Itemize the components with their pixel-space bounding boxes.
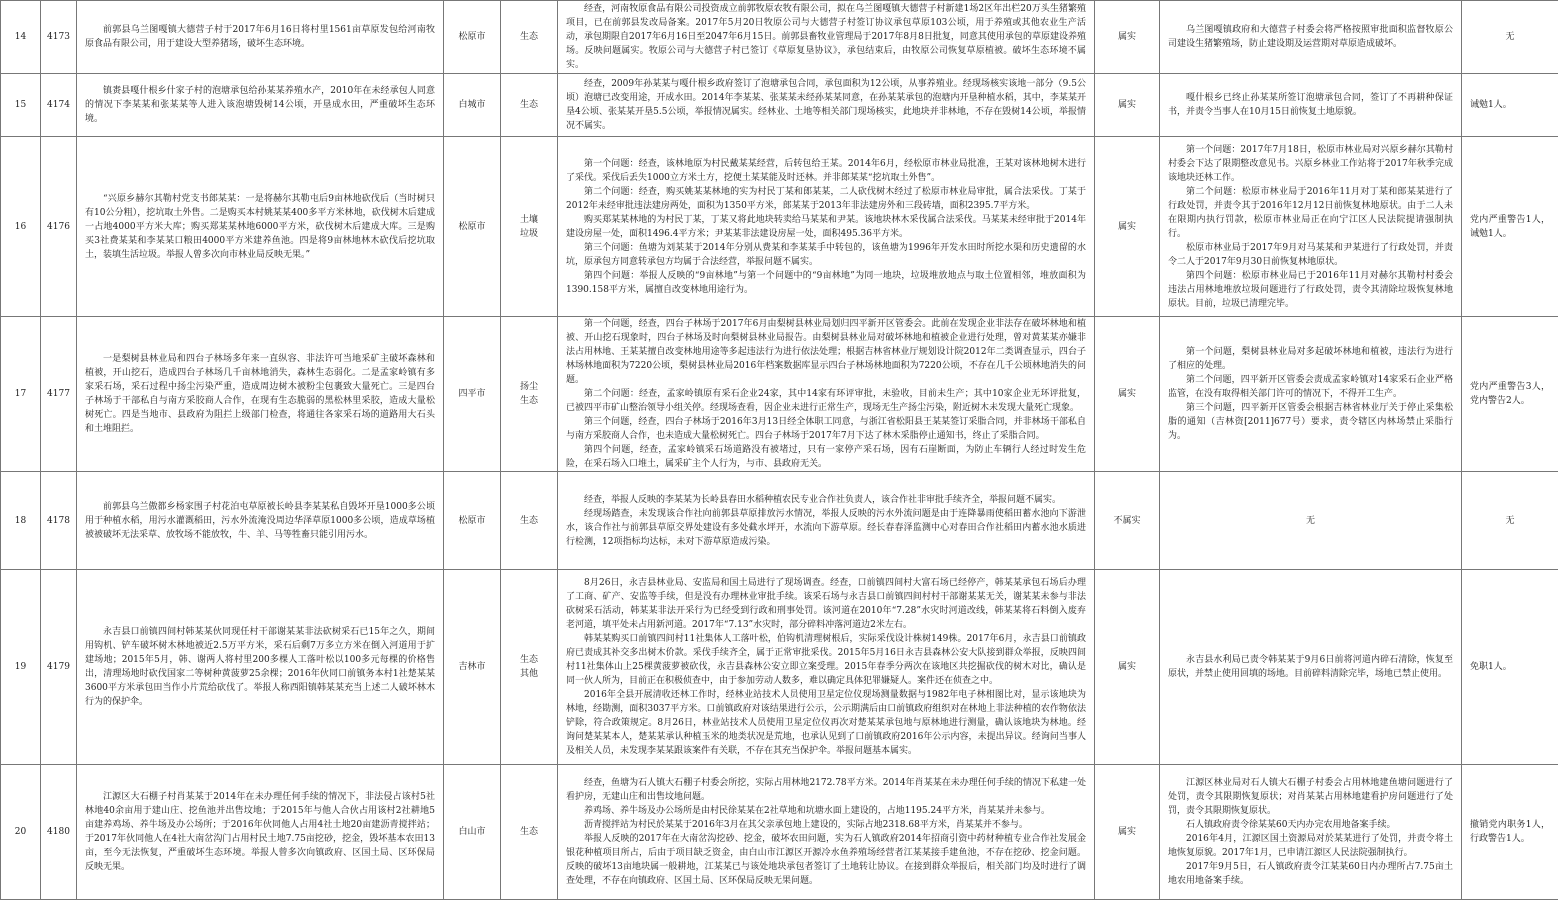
pollution-type-cell [501, 137, 558, 317]
verdict-cell: 属实 [1095, 1, 1160, 74]
table-row [1, 570, 1558, 765]
measure-paragraph: 永吉县水利局已责令韩某某于9月6日前将河道内碎石清除，恢复至原状，并禁止使用回填的场地。目前碎料清除完毕，场地已禁止使用。 [1168, 653, 1453, 681]
measure-paragraph: 第二个问题：松原市林业局于2016年11月对丁某和郎某某进行了行政处罚，并责令其于2016年12月12日前恢复林地原状。由于二人未在限期内执行罚款，松原市林业局正在向宁江区人民法院提请强制执行。 [1168, 185, 1453, 241]
pollution-type-cell [501, 765, 558, 900]
accountability-cell: 无 [1462, 472, 1558, 570]
finding-paragraph: 第三个问题：鱼塘为刘某某于2014年分别从费某和李某某手中转包的，该鱼塘为1996年开发水田时所挖水渠和历史遗留的水坑，原承包方同意转承包方均属于合法经营，举报问题不属实。 [566, 241, 1086, 269]
complaint-cell [77, 472, 444, 570]
findings-cell [558, 765, 1095, 900]
findings-cell [558, 570, 1095, 765]
verdict-cell: 属实 [1095, 74, 1160, 137]
region-cell: 白城市 [444, 74, 501, 137]
case-id: 4178 [41, 472, 77, 570]
table-row [1, 1, 1558, 74]
row-number: 15 [1, 74, 41, 137]
accountability-cell: 撤销党内职务1人，行政警告1人。 [1462, 765, 1558, 900]
verdict-cell: 属实 [1095, 137, 1160, 317]
pollution-type-cell [501, 74, 558, 137]
measure-paragraph: 2017年9月5日，石人镇政府责令江某某60日内办理所占7.75亩土地农用地备案手续。 [1168, 860, 1453, 888]
complaint-text: 前郭县乌兰图嘎镇大德营子村于2017年6月16日将村里1561亩草原发包给河南牧原食品有限公司，用于建设大型养猪场，破坏生态环境。 [85, 23, 435, 51]
case-id: 4177 [41, 317, 77, 472]
measure-paragraph: 第二个问题，四平新开区管委会责成孟家岭镇对14家采石企业严格监管，在没有取得相关部门许可的情况下，不得开工生产。 [1168, 373, 1453, 401]
pollution-type: 扬尘 [501, 380, 557, 394]
finding-paragraph: 经现场踏查，未发现该合作社向前郭县草原排放污水情况，举报人反映的污水外流问题是由于连降暴雨使稻田蓄水池向下游泄水，该合作社与前郭县草原交界处建设有多处截水坪开，水流向下游草原。经长春春泽监测中心对春田合作社稻田内蓄水池水质进行检测，12项指标均达标，未对下游草原造成污染。 [566, 507, 1086, 549]
measure-paragraph: 第三个问题，四平新开区管委会根据吉林省林业厅关于停止采集松脂的通知（吉林资[2011]677号）要求，责令辖区内林场禁止采脂行为。 [1168, 401, 1453, 443]
row-number: 17 [1, 317, 41, 472]
case-id: 4173 [41, 1, 77, 74]
verdict-cell: 属实 [1095, 765, 1160, 900]
table-row [1, 317, 1558, 472]
pollution-type-cell [501, 472, 558, 570]
pollution-type: 其他 [501, 667, 557, 681]
findings-cell [558, 472, 1095, 570]
pollution-type: 生态 [501, 98, 557, 112]
complaint-text: 一是梨树县林业局和四台子林场多年来一直纵容、非法许可当地采矿主破坏森林和植被，开山挖石，造成四台子林场几千亩林地消失，森林生态弱化。二是孟家岭镇有多家采石场，采石过程中扬尘污染严重，造成周边树木被粉尘包裹致大量死亡。三是四台子林场于干部私自与南方采胶商人合作，在现有生态脆弱的黑松林里采胶，造成大量松树死亡。四是当地市、县政府为阻拦上级部门检查，将通往各家采石场的道路用大石头和土堆阻拦。 [85, 352, 435, 436]
accountability-cell: 无 [1462, 1, 1558, 74]
accountability-cell: 党内严重警告3人，党内警告2人。 [1462, 317, 1558, 472]
table-row [1, 472, 1558, 570]
region-cell: 白山市 [444, 765, 501, 900]
measure-paragraph: 无 [1306, 516, 1315, 526]
finding-paragraph: 沥青搅拌站为村民於某某于2016年3月在其父亲承包地上建设的，实际占地2318.68平方米，肖某某并不参与。 [566, 818, 1086, 832]
complaint-cell [77, 137, 444, 317]
measure-paragraph: 嘎什根乡已终止孙某某所签订泡塘承包合同，签订了不再耕种保证书，并责令当事人在10月15日前恢复土地原貌。 [1168, 91, 1453, 119]
finding-paragraph: 韩某某购买口前镇四间村11社集体人工落叶松，伯钩机清理树根后，实际采伐设计株树149株。2017年6月，永吉县口前镇政府已责成其补交多出树木价款。采伐手续齐全，属于正常审批采伐。2015年5月16日永吉县森林公安大队接到群众举报，反映四间村11社集体山上25棵黄菠萝被砍伐，永吉县森林公安立即立案受理。2015年春季分两次在该地区共挖掘砍伐的树木对比，确认是同一伙人所为，目前正在积极侦查中，由于参加劳动人数多，难以确定具体犯罪嫌疑人。案件还在侦查之中。 [566, 632, 1086, 688]
findings-cell [558, 137, 1095, 317]
measure-paragraph: 第一个问题：2017年7月18日，松原市林业局对兴原乡赫尔其勒村村委会下达了限期整改意见书。兴原乡林业工作站将于2017年秋季完成该地块还林工作。 [1168, 143, 1453, 185]
pollution-type-cell [501, 570, 558, 765]
findings-cell [558, 74, 1095, 137]
pollution-type-cell [501, 1, 558, 74]
measure-paragraph: 松原市林业局于2017年9月对马某某和尹某进行了行政处罚，并责令二人于2017年9月30日前恢复林地原状。 [1168, 241, 1453, 269]
row-number: 19 [1, 570, 41, 765]
row-number: 20 [1, 765, 41, 900]
row-number: 18 [1, 472, 41, 570]
measures-cell [1160, 1, 1462, 74]
verdict-cell: 属实 [1095, 570, 1160, 765]
complaint-text: 镇赉县嘎什根乡什家子村的泡塘承包给孙某某养殖水产，2010年在未经承包人同意的情况下李某某和张某某等人进入该泡塘毁树14公顷，开垦成水田，严重破坏生态环境。 [85, 84, 435, 126]
pollution-type: 垃圾 [501, 227, 557, 241]
measure-paragraph: 2016年4月，江源区国土资源局对於某某进行了处罚，并责令将土地恢复原貌。2017年1月，已申请江源区人民法院强制执行。 [1168, 832, 1453, 860]
region-cell: 吉林市 [444, 570, 501, 765]
accountability-cell: 免职1人。 [1462, 570, 1558, 765]
complaint-text: 江源区大石棚子村肖某某于2014年在未办理任何手续的情况下，非法侵占该村5社林地40余亩用于建山庄、挖鱼池并出售坟地；于2015年与他人合伙占用该村2社耕地5亩建养鸡场、养牛场及办公场所；于2016年伙同他人占用4社土地20亩建沥青搅拌站；于2017年伙同他人在4社大南岔沟门占用村民土地7.75亩挖砂，挖金，毁坏基本农田13亩，至今无法恢复，严重破坏生态环境。举报人曾多次向镇政府、区国土局、区环保局反映无果。 [85, 790, 435, 874]
pollution-type: 生态 [501, 394, 557, 408]
accountability-cell: 诫勉1人。 [1462, 74, 1558, 137]
measures-cell [1160, 765, 1462, 900]
finding-paragraph: 第四个问题：举报人反映的“9亩林地”与第一个问题中的“9亩林地”为同一地块，垃圾堆放地点与取土位置相邻，堆放面积为1390.158平方米，属擅自改变林地用途行为。 [566, 269, 1086, 297]
finding-paragraph: 举报人反映的2017年在大南岔沟挖砂、挖金，破坏农田问题，实为石人镇政府2014年招商引资中药材种植专业合作社发展金银花种植项目所占，后由于项目缺乏资金，由白山市江源区开源冷水鱼养殖场经营者江某某接手建鱼池，不存在挖砂、挖金问题。反映的破坏13亩地块属一般耕地，江某某已与该处地块承包者签订了土地转让协议。在接到群众举报后，相关部门均及时进行了调查处理，不存在向镇政府、区国土局、区环保局反映无果问题。 [566, 832, 1086, 888]
measures-cell [1160, 74, 1462, 137]
complaint-cell [77, 765, 444, 900]
measures-cell [1160, 472, 1462, 570]
finding-paragraph: 养鸡场、养牛场及办公场所是由村民徐某某在2社草地和坑塘水面上建设的，占地1195.24平方米，肖某某并未参与。 [566, 804, 1086, 818]
finding-paragraph: 经查，2009年孙某某与嘎什根乡政府签订了泡塘承包合同，承包面积为12公顷，从事养殖业。经现场核实该地一部分（9.5公顷）泡塘已改变用途，开成水田。2014年李某某、张某某未经孙某某同意，在孙某某承包的泡塘内开垦种植水稻，其中，李某某开垦4公顷、张某某开垦5.5公顷，举报情况属实。经林业、土地等相关部门现场核实，此地块并非林地，不存在毁树14公顷，举报情况不属实。 [566, 77, 1086, 133]
findings-cell [558, 317, 1095, 472]
region-cell: 松原市 [444, 137, 501, 317]
measure-paragraph: 第一个问题，梨树县林业局对多起破坏林地和植被，违法行为进行了相应的处理。 [1168, 345, 1453, 373]
finding-paragraph: 经查，举报人反映的李某某为长岭县春田水稻种植农民专业合作社负责人，该合作社非审批手续齐全，举报问题不属实。 [566, 493, 1086, 507]
case-id: 4176 [41, 137, 77, 317]
complaint-text: 永吉县口前镇四间村韩某某伙同现任村干部谢某某非法砍树采石已15年之久，期间用钩机、铲车破坏树木林地被近2.5万平方米，采石后剩7万多立方米在倒入河道用于扩建场地；2015年5月，韩、谢两人将村里200多棵人工落叶松以100多元每棵的价格售出，清理场地时砍伐国家二等树种黄菠萝25余棵；2016年伙同口前镇务本村1社楚某某3600平方米承包田当作小片荒给砍伐了。举报人称西阳镇韩某某充当上述二人破坏林木行为的保护伞。 [85, 625, 435, 709]
finding-paragraph: 第三个问题，经查，四台子林场于2016年3月13日经全体职工同意，与浙江省松阳县王某某签订采脂合同，并非林场干部私自与南方采胶商人合作，也未造成大量松树死亡。四台子林场于2017年7月下达了林木采脂停止通知书，终止了采脂合同。 [566, 415, 1086, 443]
pollution-type: 生态 [501, 653, 557, 667]
region-cell: 松原市 [444, 1, 501, 74]
pollution-type: 生态 [501, 514, 557, 528]
measure-paragraph: 第四个问题：松原市林业局已于2016年11月对赫尔其勒村村委会违法占用林地堆放垃圾问题进行了行政处罚，责令其清除垃圾恢复林地原状。目前，垃圾已清理完毕。 [1168, 269, 1453, 311]
finding-paragraph: 第一个问题：经查，该林地原为村民戴某某经营，后转包给王某。2014年6月，经松原市林业局批准，王某对该林地树木进行了采伐。采伐后丢失1000立方米土方，挖便土某某能及时还林。并非郎某某“挖坑取土外售”。 [566, 157, 1086, 185]
finding-paragraph: 2016年全县开展清收还林工作时，经林业站技术人员使用卫星定位仪现场测量数据与1982年电子林相图比对，显示该地块为林地，经勘测，面积3037平方米。口前镇政府对该结果进行公示，公示期满后由口前镇政府组织对在林地上非法种植的农作物依法铲除，符合政策规定。8月26日，林业站技术人员使用卫星定位仪再次对楚某某承包地与原林地进行测量，确认该地块为林地。经询问楚某某本人，楚某某承认种植玉米的地类状况是荒地，也承认见到了口前镇政府2016年公示内容，未提出异议。经询问当事人及相关人员，未发现李某某跟该案件有关联，不存在其充当保护伞。举报问题基本属实。 [566, 688, 1086, 758]
finding-paragraph: 购买郑某某林地的为村民丁某，丁某又将此地块转卖给马某某和尹某。该地块林木采伐属合法采伐。马某某未经审批于2014年建设房屋一处，面积1496.4平方米；尹某某非法建设房屋一处，面积495.36平方米。 [566, 213, 1086, 241]
measures-cell [1160, 570, 1462, 765]
complaint-cell [77, 317, 444, 472]
complaint-cell [77, 570, 444, 765]
row-number: 14 [1, 1, 41, 74]
pollution-type-cell [501, 317, 558, 472]
measure-paragraph: 江源区林业局对石人镇大石棚子村委会占用林地建鱼塘问题进行了处罚，责令其限期恢复原状；对肖某某占用林地建看护房问题进行了处罚，责令其限期恢复原状。 [1168, 776, 1453, 818]
findings-cell [558, 1, 1095, 74]
pollution-type: 生态 [501, 30, 557, 44]
region-cell: 松原市 [444, 472, 501, 570]
verdict-cell: 属实 [1095, 317, 1160, 472]
finding-paragraph: 第二个问题：经查，购买姚某某林地的实为村民丁某和郎某某，二人砍伐树木经过了松原市林业局审批，属合法采伐。丁某于2012年未经审批违法建房两处，面积为1350平方米，郎某某于2013年非法建房外和三段砖墙，面积2395.7平方米。 [566, 185, 1086, 213]
finding-paragraph: 第一个问题，经查，四台子林场于2017年6月由梨树县林业局划归四平新开区管委会。此前在发现企业非法存在破坏林地和植被、开山挖石现象时，四台子林场及时向梨树县林业局报告。由梨树县林业局对破坏林地和植被企业进行处理，曾对黄某某亦嫌非法占用林地、王某某擅自改变林地用途等多起违法行为进行依法处理；根据吉林省林业厅规划设计院2012年二类调查显示，四台子林场林地面积为7220公顷，梨树县林业局2016年档案数据库显示四台子林场林地面积为7220公顷，不存在几千公顷林地消失的问题。 [566, 317, 1086, 387]
case-id: 4180 [41, 765, 77, 900]
complaint-cell [77, 1, 444, 74]
pollution-type: 生态 [501, 825, 557, 839]
case-id: 4174 [41, 74, 77, 137]
measure-paragraph: 石人镇政府责令徐某某60天内办完农用地备案手续。 [1168, 818, 1453, 832]
table-row [1, 74, 1558, 137]
pollution-type: 土壤 [501, 213, 557, 227]
accountability-cell: 党内严重警告1人，诫勉1人。 [1462, 137, 1558, 317]
complaint-text: 前郭县乌兰傲都乡杨家围子村花泊屯草原被长岭县李某某私自毁坏开垦1000多公顷用于种植水稻，用污水灌溉稻田，污水外流淹没周边华泽草原1000多公顷，造成草场植被被破坏无法采草、放牧场不能放牧，牛、羊、马等牲畜只能引用污水。 [85, 500, 435, 542]
measures-cell [1160, 137, 1462, 317]
complaint-cell [77, 74, 444, 137]
complaint-text: “兴原乡赫尔其勒村党支书郎某某：一是将赫尔其勒屯后9亩林地砍伐后（当时树只有10公分粗），挖坑取土外售。二是购买本村姚某某400多平方米林地，砍伐树木后建成一占地4000平方米大库；购买郑某某林地6000平方米，砍伐树木后建成大库。三是购买3社费某某和李某某口粮田4000平方米建养鱼池。四是将9亩林地林木砍伐后挖坑取土，装填生活垃圾。举报人曾多次向市林业局反映无果。” [85, 192, 435, 262]
finding-paragraph: 经查，鱼塘为石人镇大石棚子村委会所挖，实际占用林地2172.78平方米。2014年肖某某在未办理任何手续的情况下私建一处看护房，无建山庄和出售坟地问题。 [566, 776, 1086, 804]
table-row [1, 137, 1558, 317]
case-id: 4179 [41, 570, 77, 765]
row-number: 16 [1, 137, 41, 317]
finding-paragraph: 第四个问题，经查，孟家岭镇采石场道路没有被堵过，只有一家停产采石场，因有石崖断面，为防止车辆行人经过时发生危险，在采石场入口堆土，属采矿主个人行为，与市、县政府无关。 [566, 443, 1086, 471]
verdict-cell: 不属实 [1095, 472, 1160, 570]
region-cell: 四平市 [444, 317, 501, 472]
finding-paragraph: 8月26日，永吉县林业局、安监局和国土局进行了现场调查。经查，口前镇四间村大富石场已经停产，韩某某承包石场后办理了工商、矿产、安监等手续，但是没有办理林业审批手续。该采石场与永吉县口前镇四间村村干部谢某某无关，谢某某未参与非法砍树采石活动，韩某某非法开采行为已经受到行政和刑事处罚。该河道在2010年“7.28”水灾时河道改线，韩某某将石料倒入废弃老河道，填平处未占用新河道。2017年“7.13”水灾时，部分碎料冲落河道边2米左右。 [566, 576, 1086, 632]
measures-cell [1160, 317, 1462, 472]
measure-paragraph: 乌兰图嘎镇政府和大德营子村委会将严格按照审批面积监督牧原公司建设生猪繁殖场，防止建设期及运营期对草原造成破坏。 [1168, 23, 1453, 51]
finding-paragraph: 经查，河南牧原食品有限公司投资成立前郭牧原农牧有限公司，拟在乌兰图嘎镇大德营子村新建1场2区年出栏20万头生猪繁殖项目，已在前郭县发改局备案。2017年5月20日牧原公司与大德营子村签订协议承包草原103公顷，用于养殖或其他农业生产活动，承包期限自2017年6月16日至2047年6月15日。前郭县畜牧业管理局于2017年8月8日批复，同意其使用承包的草原建设养殖场。反映问题属实。牧原公司与大德营子村已签订《草原复垦协议》，承包结束后，由牧原公司恢复草原植被。破坏生态环境不属实。 [566, 2, 1086, 72]
table-row [1, 765, 1558, 900]
finding-paragraph: 第二个问题：经查，孟家岭镇原有采石企业24家，其中14家有环评审批，未验收，目前未生产；其中10家企业无环评批复，已被四平市矿山整治领导小组关停。经现场查看，因企业未进行正常生产，现场无生产扬尘污染，附近树木未发现大量死亡现象。 [566, 387, 1086, 415]
